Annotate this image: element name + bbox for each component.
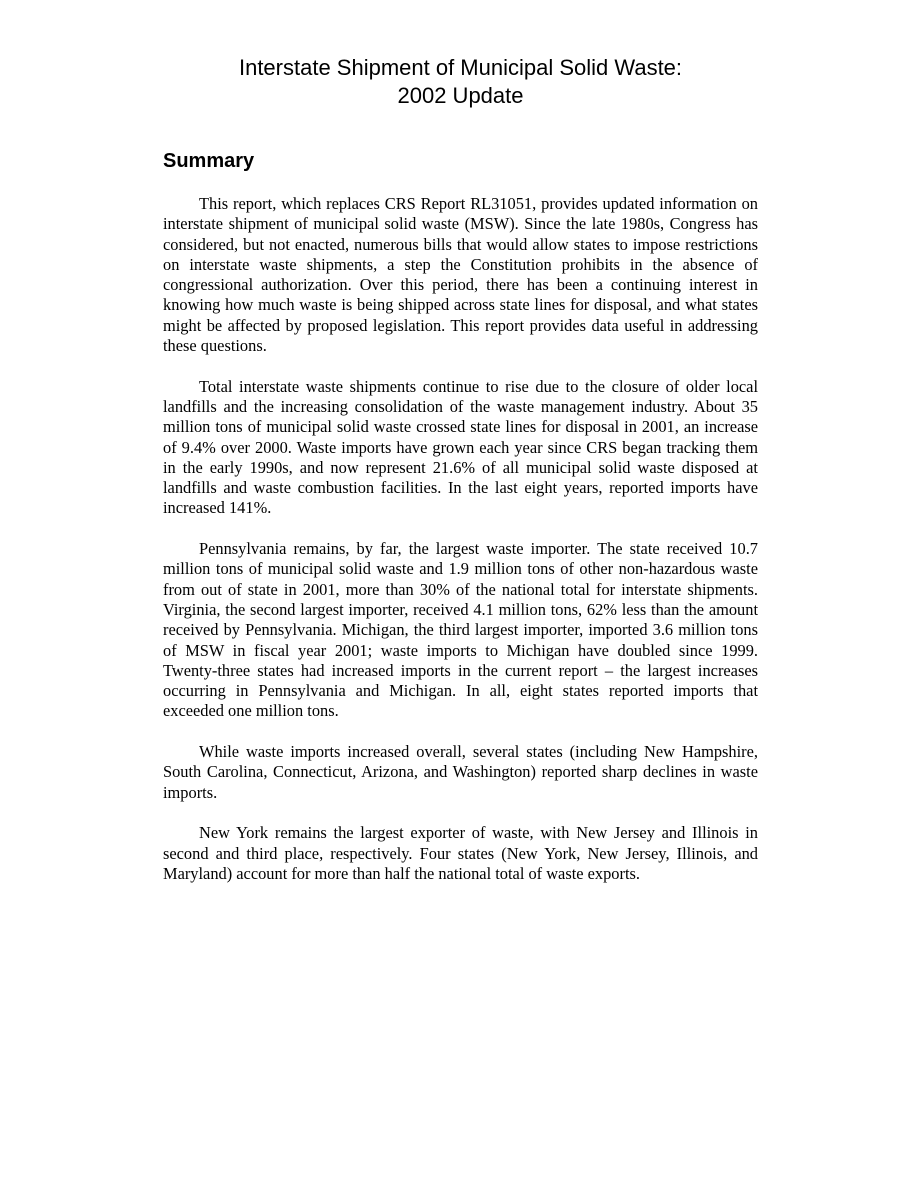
paragraph: This report, which replaces CRS Report RL31051, provides updated information on interstate shipment of municipal solid waste (MSW). Since the late 1980s, Congress has considered, but not enacted, numerous bills that would allow states to impose restrictions on interstate waste shipments, a step the Constitution prohibits in the absence of congressional authorization. Over this period, there has been a continuing interest in knowing how much waste is being shipped across state lines for disposal, and what states might be affected by proposed legislation. This report provides data useful in addressing these questions. — [163, 194, 758, 356]
summary-body — [163, 194, 758, 884]
title-line-2: 2002 Update — [397, 83, 524, 108]
paragraph: Pennsylvania remains, by far, the largest waste importer. The state received 10.7 million tons of municipal solid waste and 1.9 million tons of other non-hazardous waste from out of state in 2001, more than 30% of the national total for interstate shipments. Virginia, the second largest importer, received 4.1 million tons, 62% less than the amount received by Pennsylvania. Michigan, the third largest importer, imported 3.6 million tons of MSW in fiscal year 2001; waste imports to Michigan have doubled since 1999. Twenty-three states had increased imports in the current report – the largest increases occurring in Pennsylvania and Michigan. In all, eight states reported imports that exceeded one million tons. — [163, 539, 758, 721]
paragraph: Total interstate waste shipments continue to rise due to the closure of older local landfills and the increasing consolidation of the waste management industry. About 35 million tons of municipal solid waste crossed state lines for disposal in 2001, an increase of 9.4% over 2000. Waste imports have grown each year since CRS began tracking them in the early 1990s, and now represent 21.6% of all municipal solid waste disposed at landfills and waste combustion facilities. In the last eight years, reported imports have increased 141%. — [163, 376, 758, 518]
document-page — [163, 54, 758, 904]
document-title — [163, 54, 758, 110]
paragraph: New York remains the largest exporter of waste, with New Jersey and Illinois in second and third place, respectively. Four states (New York, New Jersey, Illinois, and Maryland) account for more than half the national total of waste exports. — [163, 823, 758, 883]
section-heading-summary: Summary — [163, 150, 255, 172]
title-line-1: Interstate Shipment of Municipal Solid Waste: — [238, 55, 683, 80]
paragraph: While waste imports increased overall, several states (including New Hampshire, South Carolina, Connecticut, Arizona, and Washington) reported sharp declines in waste imports. — [163, 742, 758, 802]
